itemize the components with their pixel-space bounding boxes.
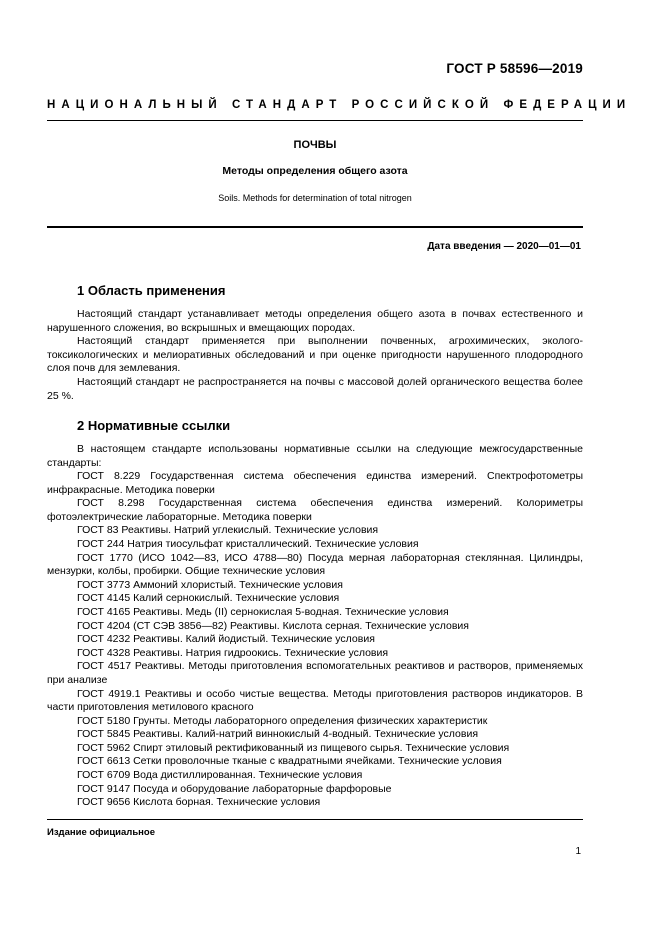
list-item: ГОСТ 8.229 Государственная система обеспечения единства измерений. Спектрофотометры инфракрасные. Методика поверки <box>47 470 583 496</box>
list-item: ГОСТ 1770 (ИСО 1042—83, ИСО 4788—80) Посуда мерная лабораторная стеклянная. Цилиндры, мензурки, колбы, пробирки. Общие технические условия <box>47 551 583 578</box>
list-item: ГОСТ 4232 Реактивы. Калий йодистый. Технические условия <box>77 633 375 646</box>
list-item: ГОСТ 9147 Посуда и оборудование лабораторные фарфоровые <box>77 782 392 795</box>
list-item: ГОСТ 5180 Грунты. Методы лабораторного определения физических характеристик <box>77 714 488 727</box>
list-item: ГОСТ 5962 Спирт этиловый ректификованный из пищевого сырья. Технические условия <box>77 741 510 754</box>
standard-number: ГОСТ Р 58596—2019 <box>446 61 583 76</box>
section-references-intro <box>47 443 583 470</box>
page-number: 1 <box>575 846 581 857</box>
list-item: ГОСТ 4328 Реактивы. Натрия гидроокись. Технические условия <box>77 646 389 659</box>
paragraph: Настоящий стандарт не распространяется на почвы с массовой долей органического вещества более 25 %. <box>47 375 583 402</box>
list-item: ГОСТ 4165 Реактивы. Медь (II) сернокислая 5-водная. Технические условия <box>77 605 449 618</box>
list-item: ГОСТ 9656 Кислота борная. Технические условия <box>77 796 321 809</box>
section-heading-scope: 1 Область применения <box>77 283 226 298</box>
list-item: ГОСТ 4919.1 Реактивы и особо чистые вещества. Методы приготовления растворов индикаторов. В части приготовления метилового красного <box>47 687 583 714</box>
document-subtitle: Методы определения общего азота <box>222 165 408 177</box>
section-heading-references: 2 Нормативные ссылки <box>77 418 231 433</box>
national-standard-banner: НАЦИОНАЛЬНЫЙ СТАНДАРТ РОССИЙСКОЙ ФЕДЕРАЦИИ <box>47 99 632 111</box>
list-item: ГОСТ 3773 Аммоний хлористый. Технические условия <box>77 578 343 591</box>
paragraph: В настоящем стандарте использованы нормативные ссылки на следующие межгосударственные стандарты: <box>47 443 583 469</box>
header-divider <box>47 120 583 121</box>
list-item: ГОСТ 8.298 Государственная система обеспечения единства измерений. Колориметры фотоэлектрические лабораторные. Методика поверки <box>47 497 583 523</box>
section-scope-body <box>47 308 583 403</box>
official-edition-label: Издание официальное <box>47 827 155 838</box>
list-item: ГОСТ 4145 Калий сернокислый. Технические условия <box>77 592 340 605</box>
list-item: ГОСТ 4517 Реактивы. Методы приготовления вспомогательных реактивов и растворов, применяемых при анализе <box>47 660 583 686</box>
list-item: ГОСТ 6613 Сетки проволочные тканые с квадратными ячейками. Технические условия <box>77 755 502 768</box>
introduction-date: Дата введения — 2020—01—01 <box>427 241 581 252</box>
footer-divider <box>47 819 583 820</box>
list-item: ГОСТ 83 Реактивы. Натрий углекислый. Технические условия <box>77 524 379 537</box>
list-item: ГОСТ 6709 Вода дистиллированная. Технические условия <box>77 769 363 782</box>
list-item: ГОСТ 244 Натрия тиосульфат кристаллический. Технические условия <box>77 537 419 550</box>
list-item: ГОСТ 5845 Реактивы. Калий-натрий виннокислый 4-водный. Технические условия <box>77 728 479 741</box>
title-divider <box>47 226 583 228</box>
list-item: ГОСТ 4204 (СТ СЭВ 3856—82) Реактивы. Кислота серная. Технические условия <box>77 619 469 632</box>
paragraph: Настоящий стандарт устанавливает методы определения общего азота в почвах естественного и нарушенного сложения, во вскрышных и вмещающих породах. <box>47 308 583 334</box>
english-title: Soils. Methods for determination of total nitrogen <box>218 193 412 203</box>
paragraph: Настоящий стандарт применяется при выполнении почвенных, агрохимических, эколого-токсикологических и мелиоративных обследований и при оценке пригодности нарушенного плодородного слоя почв для землевания. <box>47 335 583 375</box>
references-list <box>47 470 583 810</box>
document-title: ПОЧВЫ <box>293 139 337 151</box>
